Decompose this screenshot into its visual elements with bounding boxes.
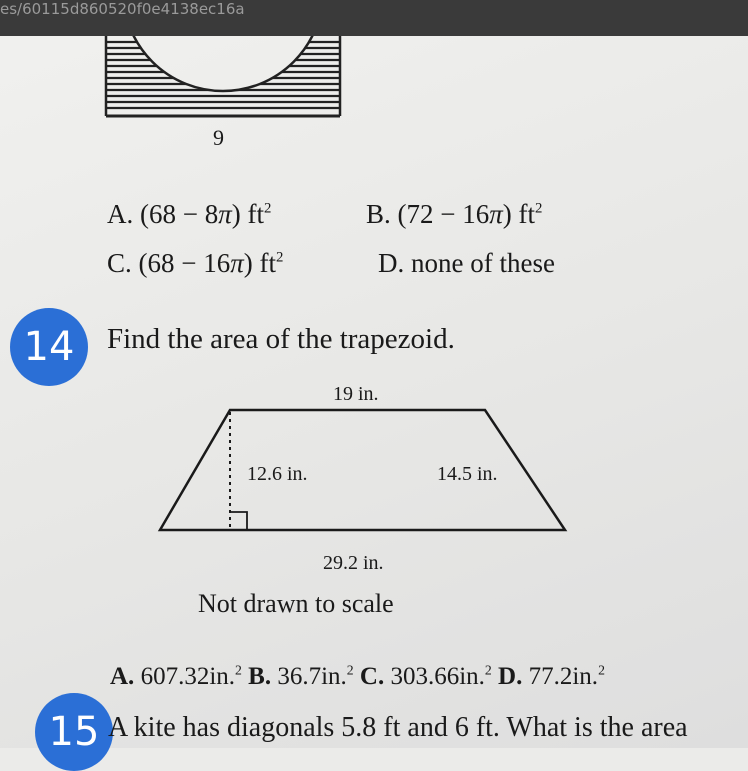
- bottom-base-label: 29.2 in.: [323, 552, 384, 574]
- q13-choice-a: A. (68 − 8π) $ft^2$: [107, 199, 272, 229]
- question-15-prompt: A kite has diagonals 5.8 ft and 6 ft. What is the area: [108, 712, 688, 743]
- q14-answer-choices: A. 607.32in.$^2$ B. 36.7in.$^2$ C. 303.66in.$^2$ D. 77.2in.$^2$: [110, 662, 605, 690]
- shaded-region-figure: [100, 36, 350, 121]
- q13-choice-c: C. (68 − 16π) $ft^2$: [107, 248, 284, 278]
- browser-url-bar[interactable]: [0, 0, 748, 36]
- figure-bottom-label: 9: [213, 125, 224, 150]
- question-number-badge: 14: [10, 308, 88, 386]
- question-15-badge: 15: [35, 693, 113, 771]
- url-text: es/60115d860520f0e4138ec16a: [0, 0, 245, 18]
- scale-note: Not drawn to scale: [198, 589, 394, 618]
- height-label: 12.6 in.: [247, 463, 308, 485]
- q13-choice-d: D. none of these: [378, 248, 555, 278]
- slant-side-label: 14.5 in.: [437, 463, 498, 485]
- top-base-label: 19 in.: [333, 383, 379, 405]
- q13-choice-b: B. (72 − 16π) $ft^2$: [366, 199, 543, 229]
- trapezoid-diagram: [150, 400, 575, 540]
- question-prompt: Find the area of the trapezoid.: [107, 323, 455, 355]
